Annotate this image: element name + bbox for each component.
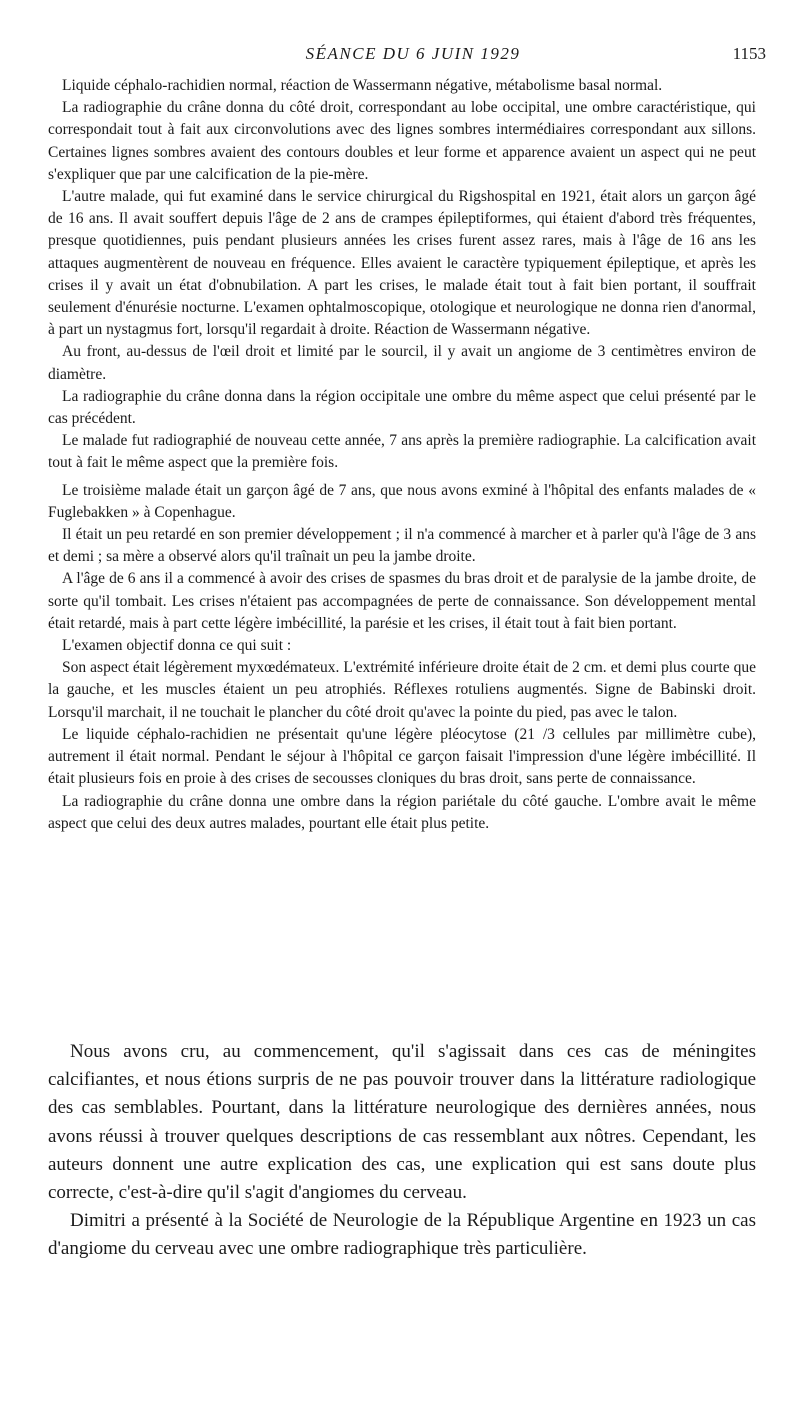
paragraph: A l'âge de 6 ans il a commencé à avoir des crises de spasmes du bras droit et de paralysie de la jambe droite, de sorte qu'il tombait. Les crises n'étaient pas accompagnées de perte de connaissance. Son développement mental était retardé, mais à part cette légère imbécillité, la parésie et les crises, il était tout à fait bien portant. — [48, 570, 756, 632]
paragraph: Au front, au-dessus de l'œil droit et limité par le sourcil, il y avait un angiome de 3 centimètres environ de diamètre. — [48, 343, 756, 383]
case-reports-text — [48, 75, 756, 835]
paragraph: L'examen objectif donna ce qui suit : — [62, 637, 292, 655]
running-title: SÉANCE DU 6 JUIN 1929 — [305, 44, 521, 63]
paragraph: Il était un peu retardé en son premier développement ; il n'a commencé à marcher et à parler qu'à l'âge de 3 ans et demi ; sa mère a observé alors qu'il traînait un peu la jambe droite. — [48, 526, 756, 566]
paragraph: Le malade fut radiographié de nouveau cette année, 7 ans après la première radiographie. La calcification avait tout à fait le même aspect que la première fois. — [48, 432, 756, 472]
paragraph: Le liquide céphalo-rachidien ne présentait qu'une légère pléocytose (21 /3 cellules par millimètre cube), autrement il était normal. Pendant le séjour à l'hôpital ce garçon faisait l'impression d'une légère imbécillité. Il était plusieurs fois en proie à des crises de secousses cloniques du bras droit, sans perte de connaissance. — [48, 725, 756, 788]
paragraph: Liquide céphalo-rachidien normal, réaction de Wassermann négative, métabolisme basal normal. — [62, 77, 663, 94]
paragraph: Nous avons cru, au commencement, qu'il s'agissait dans ces cas de méningites calcifiantes, et nous étions surpris de ne pas pouvoir trouver dans la littérature radiologique des cas semblables. Pourtant, dans la littérature neurologique des dernières années, nous avons réussi à trouver quelques descriptions de cas ressemblant aux nôtres. Cependant, les auteurs donnent une autre explication des cas, une explication qui est sans doute plus correcte, c'est-à-dire qu'il s'agit d'angiomes du cerveau. — [48, 1041, 756, 1204]
paragraph: Le troisième malade était un garçon âgé de 7 ans, que nous avons exminé à l'hôpital des enfants malades de « Fuglebakken » à Copenhague. — [48, 481, 756, 521]
paragraph: L'autre malade, qui fut examiné dans le service chirurgical du Rigshospital en 1921, était alors un garçon âgé de 16 ans. Il avait souffert depuis l'âge de 2 ans de crampes épileptiformes, qui étaient d'abord très fréquentes, presque quotidiennes, puis pendant plusieurs années les crises furent assez rares, mais à l'âge de 16 ans les attaques augmentèrent de nouveau en fréquence. Elles avaient le caractère typiquement épileptique, et après les crises il y avait un état d'obnubilation. A part les crises, le malade était tout à fait bien portant, il souffrait seulement d'énurésie nocturne. L'examen ophtalmoscopique, otologique et neurologique ne donna rien d'anormal, à part un nystagmus fort, lorsqu'il regardait à droite. Réaction de Wassermann négative. — [48, 188, 756, 339]
paragraph: Dimitri a présenté à la Société de Neurologie de la République Argentine en 1923 un cas d'angiome du cerveau avec une ombre radiographique très particulière. — [48, 1210, 756, 1260]
paragraph: La radiographie du crâne donna une ombre dans la région pariétale du côté gauche. L'ombre avait le même aspect que celui des deux autres malades, pourtant elle était plus petite. — [48, 792, 756, 832]
paragraph: Son aspect était légèrement myxœdémateux. L'extrémité inférieure droite était de 2 cm. et demi plus courte que la gauche, et les muscles étaient un peu atrophiés. Réflexes rotuliens augmentés. Signe de Babinski droit. Lorsqu'il marchait, il ne touchait le plancher du côté droit qu'avec la pointe du pied, pas avec le talon. — [48, 659, 756, 721]
discussion-text — [48, 1038, 756, 1264]
paragraph: La radiographie du crâne donna dans la région occipitale une ombre du même aspect que celui présenté par le cas précédent. — [48, 387, 756, 428]
page-number: 1153 — [732, 44, 766, 63]
page-header — [60, 44, 766, 68]
paragraph: La radiographie du crâne donna du côté droit, correspondant au lobe occipital, une ombre caractéristique, qui correspondait tout à fait aux circonvolutions avec des lignes sombres intermédiaires correspondant aux sillons. Certaines lignes sombres avaient des contours doubles et leur forme et apparence avaient un aspect qui ne peut s'expliquer que par une calcification de la pie-mère. — [48, 99, 756, 183]
